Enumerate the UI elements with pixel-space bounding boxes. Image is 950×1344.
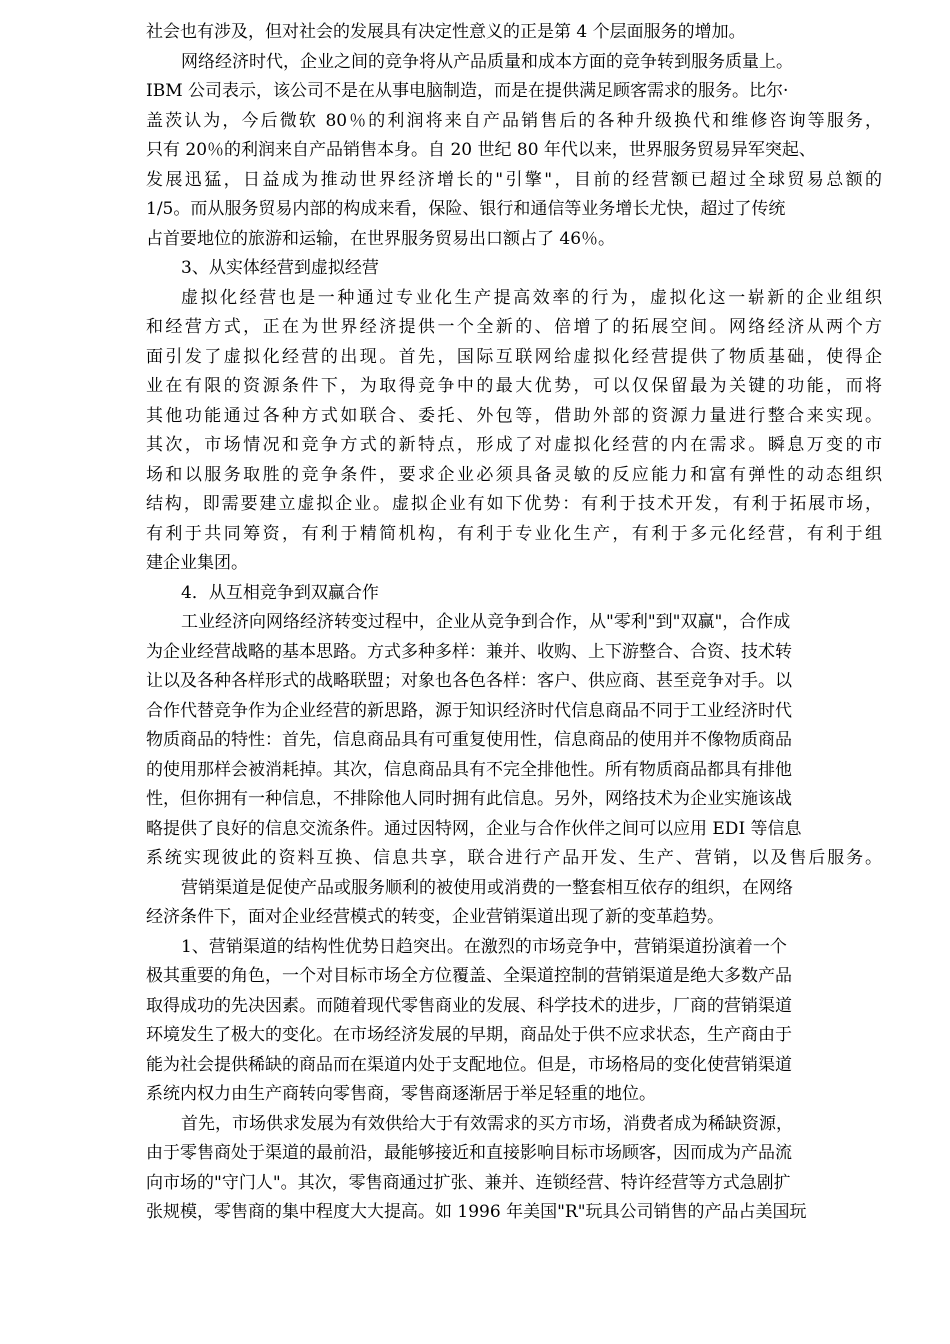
text-line: 网络经济时代，企业之间的竞争将从产品质量和成本方面的竞争转到服务质量上。 — [181, 51, 793, 72]
text-line: 的使用那样会被消耗掉。其次，信息商品具有不完全排他性。所有物质商品都具有排他 — [146, 759, 792, 780]
text-line: 物质商品的特性：首先，信息商品具有可重复使用性，信息商品的使用并不像物质商品 — [146, 730, 792, 750]
text-line: 性，但你拥有一种信息，不排除他人同时拥有此信息。另外，网络技术为企业实施该战 — [146, 789, 792, 809]
text-line: 环境发生了极大的变化。在市场经济发展的早期，商品处于供不应求状态，生产商由于 — [146, 1025, 792, 1045]
text-line: 3、从实体经营到虚拟经营 — [181, 258, 379, 278]
text-line: 极其重要的角色，一个对目标市场全方位覆盖、全渠道控制的营销渠道是绝大多数产品 — [146, 966, 792, 986]
text-line: 虚拟化经营也是一种通过专业化生产提高效率的行为，虚拟化这一崭新的企业组织 — [181, 287, 882, 308]
text-line: 营销渠道是促使产品或服务顺利的被使用或消费的一整套相互依存的组织，在网络 — [181, 877, 793, 898]
text-line: 盖茨认为，今后微软 80％的利润将来自产品销售后的各种升级换代和维修咨询等服务， — [146, 110, 882, 131]
text-line: 只有 20％的利润来自产品销售本身。自 20 世纪 80 年代以来，世界服务贸易异军突起、 — [146, 140, 816, 160]
text-line: 其次，市场情况和竞争方式的新特点，形成了对虚拟化经营的内在需求。瞬息万变的市 — [146, 435, 882, 455]
text-line: 工业经济向网络经济转变过程中，企业从竞争到合作，从"零利"到"双赢"，合作成 — [181, 612, 791, 632]
text-line: 取得成功的先决因素。而随着现代零售商业的发展、科学技术的进步，厂商的营销渠道 — [146, 995, 792, 1016]
text-line: 业在有限的资源条件下，为取得竞争中的最大优势，可以仅保留最为关键的功能，而将 — [146, 376, 882, 396]
text-line: 其他功能通过各种方式如联合、委托、外包等，借助外部的资源力量进行整合来实现。 — [146, 405, 882, 426]
text-line: 建企业集团。 — [146, 553, 248, 573]
text-line: 能为社会提供稀缺的商品而在渠道内处于支配地位。但是，市场格局的变化使营销渠道 — [146, 1054, 792, 1075]
text-line: 张规模，零售商的集中程度大大提高。如 1996 年美国"R"玩具公司销售的产品占美国玩 — [146, 1202, 807, 1222]
text-line: 系统实现彼此的资料互换、信息共享，联合进行产品开发、生产、营销，以及售后服务。 — [146, 848, 882, 868]
text-line: 1/5。而从服务贸易内部的构成来看，保险、银行和通信等业务增长尤快，超过了传统 — [146, 199, 786, 219]
text-line: 略提供了良好的信息交流条件。通过因特网，企业与合作伙伴之间可以应用 EDI 等信息 — [146, 818, 802, 839]
text-line: 为企业经营战略的基本思路。方式多种多样：兼并、收购、上下游整合、合资、技术转 — [146, 641, 792, 662]
document-page — [146, 18, 882, 1228]
text-line: 合作代替竞争作为企业经营的新思路，源于知识经济时代信息商品不同于工业经济时代 — [146, 700, 792, 721]
text-line: 向市场的"守门人"。其次，零售商通过扩张、兼并、连锁经营、特许经营等方式急剧扩 — [146, 1172, 791, 1193]
text-line: 让以及各种各样形式的战略联盟；对象也各色各样：客户、供应商、甚至竞争对手。以 — [146, 671, 792, 691]
text-line: 面引发了虚拟化经营的出现。首先，国际互联网给虚拟化经营提供了物质基础，使得企 — [146, 346, 882, 367]
text-line: 场和以服务取胜的竞争条件，要求企业必须具备灵敏的反应能力和富有弹性的动态组织 — [146, 464, 882, 485]
text-line: 结构，即需要建立虚拟企业。虚拟企业有如下优势：有利于技术开发，有利于拓展市场， — [146, 494, 882, 514]
text-line: 4．从互相竞争到双赢合作 — [181, 582, 379, 603]
text-line: IBM 公司表示，该公司不是在从事电脑制造，而是在提供满足顾客需求的服务。比尔· — [146, 81, 789, 101]
text-line: 系统内权力由生产商转向零售商，零售商逐渐居于举足轻重的地位。 — [146, 1084, 656, 1104]
text-line: 和经营方式，正在为世界经济提供一个全新的、倍增了的拓展空间。网络经济从两个方 — [146, 317, 882, 337]
text-line: 1、营销渠道的结构性优势日趋突出。在激烈的市场竞争中，营销渠道扮演着一个 — [181, 936, 787, 957]
text-line: 有利于共同筹资，有利于精简机构，有利于专业化生产，有利于多元化经营，有利于组 — [146, 523, 882, 544]
text-line: 经济条件下，面对企业经营模式的转变，企业营销渠道出现了新的变革趋势。 — [146, 907, 724, 927]
text-line: 首先，市场供求发展为有效供给大于有效需求的买方市场，消费者成为稀缺资源， — [181, 1113, 793, 1134]
text-line: 由于零售商处于渠道的最前沿，最能够接近和直接影响目标市场顾客，因而成为产品流 — [146, 1143, 792, 1163]
text-line: 社会也有涉及，但对社会的发展具有决定性意义的正是第 4 个层面服务的增加。 — [146, 22, 746, 42]
text-line: 发展迅猛，日益成为推动世界经济增长的"引擎"，目前的经营额已超过全球贸易总额的 — [146, 169, 882, 190]
text-line: 占首要地位的旅游和运输，在世界服务贸易出口额占了 46％。 — [146, 228, 616, 249]
